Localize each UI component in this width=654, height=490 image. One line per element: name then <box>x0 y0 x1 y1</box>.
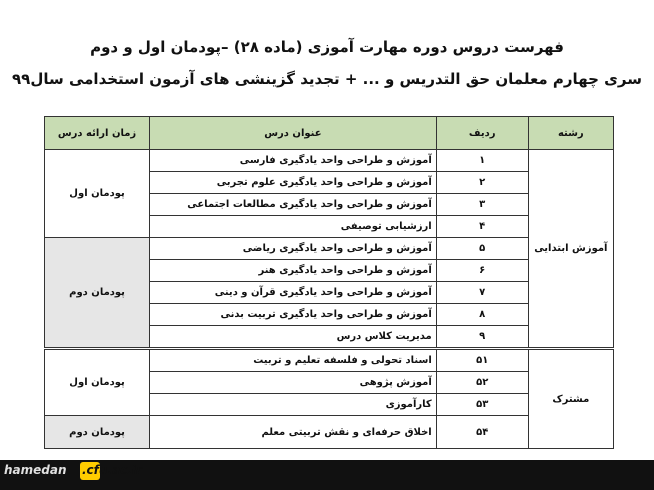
course-title: کارآموزی <box>150 394 437 416</box>
header-course-title: عنوان درس <box>150 117 437 150</box>
page-title: فهرست دروس دوره مهارت آموزی (ماده ۲۸) –پودمان اول و دوم <box>90 38 564 56</box>
time-module-2: پودمان دوم <box>45 238 150 349</box>
course-title: آموزش و طراحی واحد یادگیری هنر <box>150 260 437 282</box>
course-title: آموزش پژوهی <box>150 372 437 394</box>
row-number: ۹ <box>436 326 528 349</box>
table-row <box>45 150 614 172</box>
courses-table <box>44 116 614 449</box>
row-number: ۶ <box>436 260 528 282</box>
course-title: آموزش و طراحی واحد یادگیری ریاضی <box>150 238 437 260</box>
course-title: آموزش و طراحی واحد یادگیری علوم تجربی <box>150 172 437 194</box>
row-number: ۵۳ <box>436 394 528 416</box>
course-title: ارزشیابی توصیفی <box>150 216 437 238</box>
time-module-1-common: پودمان اول <box>45 349 150 416</box>
header-time: زمان ارائه درس <box>45 117 150 150</box>
course-title: آموزش و طراحی واحد یادگیری تربیت بدنی <box>150 304 437 326</box>
table-header-row <box>45 117 614 150</box>
time-module-1: پودمان اول <box>45 150 150 238</box>
header-field: رشته <box>528 117 613 150</box>
header-row-number: ردیف <box>436 117 528 150</box>
row-number: ۵۱ <box>436 349 528 372</box>
row-number: ۴ <box>436 216 528 238</box>
table-row <box>45 416 614 449</box>
row-number: ۵۲ <box>436 372 528 394</box>
course-title: آموزش و طراحی واحد یادگیری قرآن و دینی <box>150 282 437 304</box>
footer-site-suffix: .cfu.ac.ir <box>82 463 142 477</box>
page-subtitle: سری چهارم معلمان حق التدریس و ... + تجدید گزینشی های آزمون استخدامی سال۹۹ <box>12 70 642 88</box>
row-number: ۱ <box>436 150 528 172</box>
table-row <box>45 238 614 260</box>
table-row <box>45 349 614 372</box>
course-title: آموزش و طراحی واحد یادگیری مطالعات اجتماعی <box>150 194 437 216</box>
field-primary: آموزش ابتدایی <box>528 150 613 349</box>
row-number: ۳ <box>436 194 528 216</box>
footer-site-prefix: hamedan <box>4 463 67 477</box>
course-title: مدیریت کلاس درس <box>150 326 437 349</box>
row-number: ۲ <box>436 172 528 194</box>
course-title: آموزش و طراحی واحد یادگیری فارسی <box>150 150 437 172</box>
row-number: ۸ <box>436 304 528 326</box>
course-title: اخلاق حرفه‌ای و نقش تربیتی معلم <box>150 416 437 449</box>
field-common: مشترک <box>528 349 613 449</box>
row-number: ۵ <box>436 238 528 260</box>
course-title: اسناد تحولی و فلسفه تعلیم و تربیت <box>150 349 437 372</box>
row-number: ۷ <box>436 282 528 304</box>
time-module-2-common: پودمان دوم <box>45 416 150 449</box>
row-number: ۵۴ <box>436 416 528 449</box>
